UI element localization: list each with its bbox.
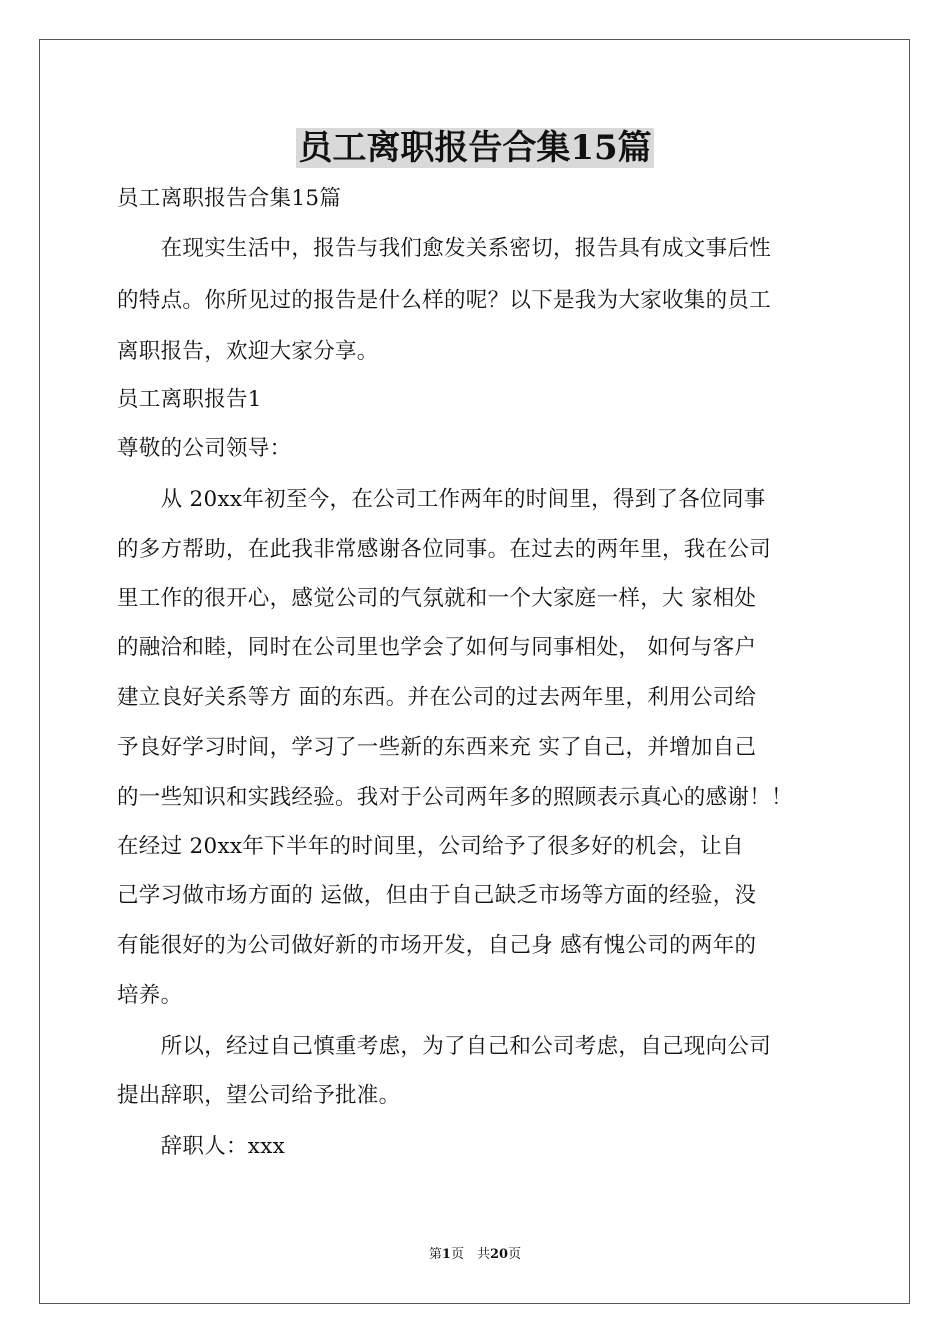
signature-line: 辞职人：xxx bbox=[117, 1134, 286, 1159]
body-line: 在经过 20xx年下半年的时间里，公司给予了很多好的机会，让自 bbox=[117, 834, 744, 859]
page-border bbox=[39, 39, 910, 1304]
section-heading: 员工离职报告1 bbox=[117, 387, 262, 412]
footer-mid: 页 共 bbox=[450, 1247, 490, 1262]
body-line: 离职报告，欢迎大家分享。 bbox=[117, 339, 379, 364]
body-line: 的特点。你所见过的报告是什么样的呢？以下是我为大家收集的员工 bbox=[117, 288, 772, 313]
body-line: 的一些知识和实践经验。我对于公司两年多的照顾表示真心的感谢！！ bbox=[117, 785, 793, 810]
title-text: 员工离职报告合集15篇 bbox=[298, 128, 652, 168]
body-line: 的融洽和睦，同时在公司里也学会了如何与同事相处， 如何与客户 bbox=[117, 635, 757, 660]
footer-prefix: 第 bbox=[428, 1247, 442, 1262]
body-line: 里工作的很开心，感觉公司的气氛就和一个大家庭一样，大 家相处 bbox=[117, 586, 757, 611]
body-line: 培养。 bbox=[117, 983, 183, 1008]
document-title bbox=[0, 124, 950, 172]
salutation-line: 尊敬的公司领导： bbox=[117, 436, 292, 461]
current-page-number: 1 bbox=[441, 1247, 451, 1262]
body-line: 从 20xx年初至今，在公司工作两年的时间里，得到了各位同事 bbox=[117, 487, 766, 512]
body-line: 建立良好关系等方 面的东西。并在公司的过去两年里，利用公司给 bbox=[117, 685, 757, 710]
body-line: 有能很好的为公司做好新的市场开发，自己身 感有愧公司的两年的 bbox=[117, 933, 757, 958]
footer-suffix: 页 bbox=[508, 1247, 522, 1262]
body-line: 的多方帮助，在此我非常感谢各位同事。在过去的两年里，我在公司 bbox=[117, 537, 772, 562]
body-line: 所以，经过自己慎重考虑，为了自己和公司考虑，自己现向公司 bbox=[117, 1034, 772, 1059]
total-pages-number: 20 bbox=[489, 1247, 509, 1262]
body-line: 在现实生活中，报告与我们愈发关系密切，报告具有成文事后性 bbox=[117, 236, 772, 261]
body-line: 提出辞职，望公司给予批准。 bbox=[117, 1083, 401, 1108]
body-line: 己学习做市场方面的 运做，但由于自己缺乏市场等方面的经验，没 bbox=[117, 883, 757, 908]
page-footer bbox=[0, 1246, 950, 1264]
body-line: 予良好学习时间，学习了一些新的东西来充 实了自己，并增加自己 bbox=[117, 735, 757, 760]
subtitle-line: 员工离职报告合集15篇 bbox=[117, 186, 342, 211]
